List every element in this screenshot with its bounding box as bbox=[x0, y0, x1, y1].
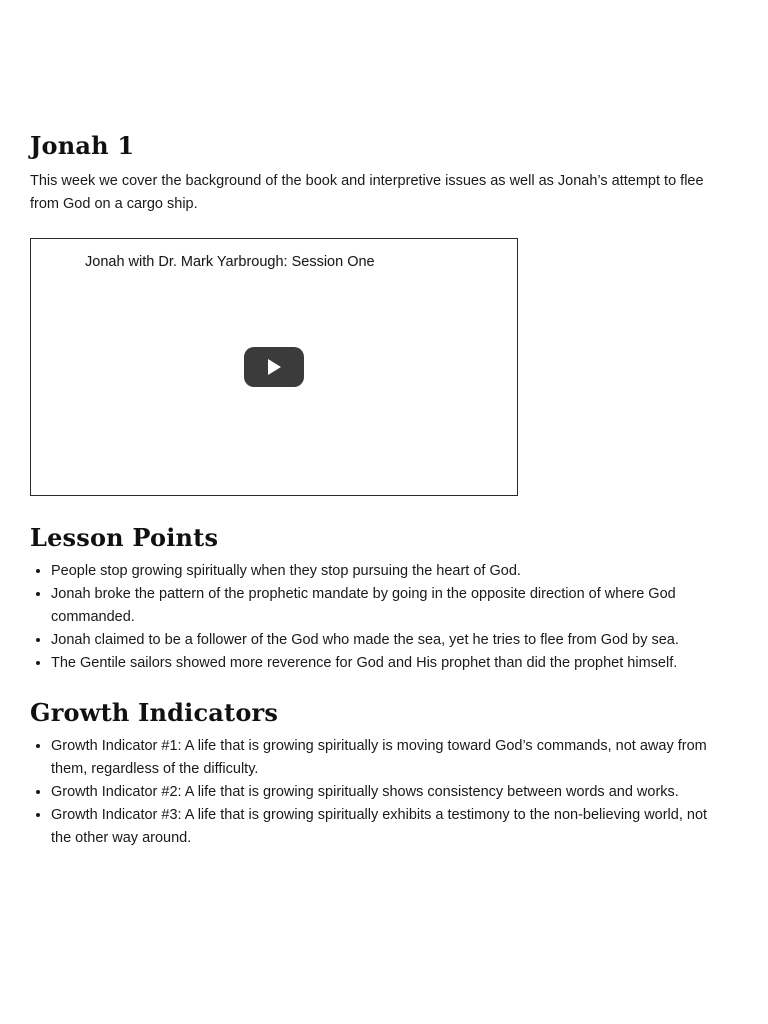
list-item: • Jonah broke the pattern of the prophetic mandate by going in the opposite direction of where God commanded. bbox=[51, 583, 723, 629]
page-title: Jonah 1 bbox=[30, 131, 135, 160]
list-item: • Growth Indicator #1: A life that is growing spiritually is moving toward God’s commands, not away from them, regardless of the difficulty. bbox=[51, 735, 723, 781]
play-button[interactable] bbox=[244, 347, 304, 387]
video-embed[interactable] bbox=[30, 238, 518, 496]
growth-indicators-heading: Growth Indicators bbox=[30, 698, 279, 727]
lesson-points-list bbox=[30, 560, 723, 675]
list-item: • People stop growing spiritually when they stop pursuing the heart of God. bbox=[51, 560, 723, 583]
growth-indicators-list bbox=[30, 735, 723, 850]
intro-text: This week we cover the background of the book and interpretive issues as well as Jonah’s attempt to flee from God on a cargo ship. bbox=[30, 173, 704, 212]
page-content bbox=[30, 128, 740, 850]
list-item: • Growth Indicator #2: A life that is growing spiritually shows consistency between words and works. bbox=[51, 781, 723, 804]
play-icon bbox=[244, 347, 304, 387]
lesson-points-heading: Lesson Points bbox=[30, 523, 219, 552]
list-item: • Jonah claimed to be a follower of the God who made the sea, yet he tries to flee from God by sea. bbox=[51, 629, 723, 652]
video-title[interactable]: Jonah with Dr. Mark Yarbrough: Session One bbox=[85, 254, 375, 270]
list-item: • Growth Indicator #3: A life that is growing spiritually exhibits a testimony to the non-believing world, not the other way around. bbox=[51, 804, 723, 850]
list-item: • The Gentile sailors showed more reverence for God and His prophet than did the prophet himself. bbox=[51, 652, 723, 675]
